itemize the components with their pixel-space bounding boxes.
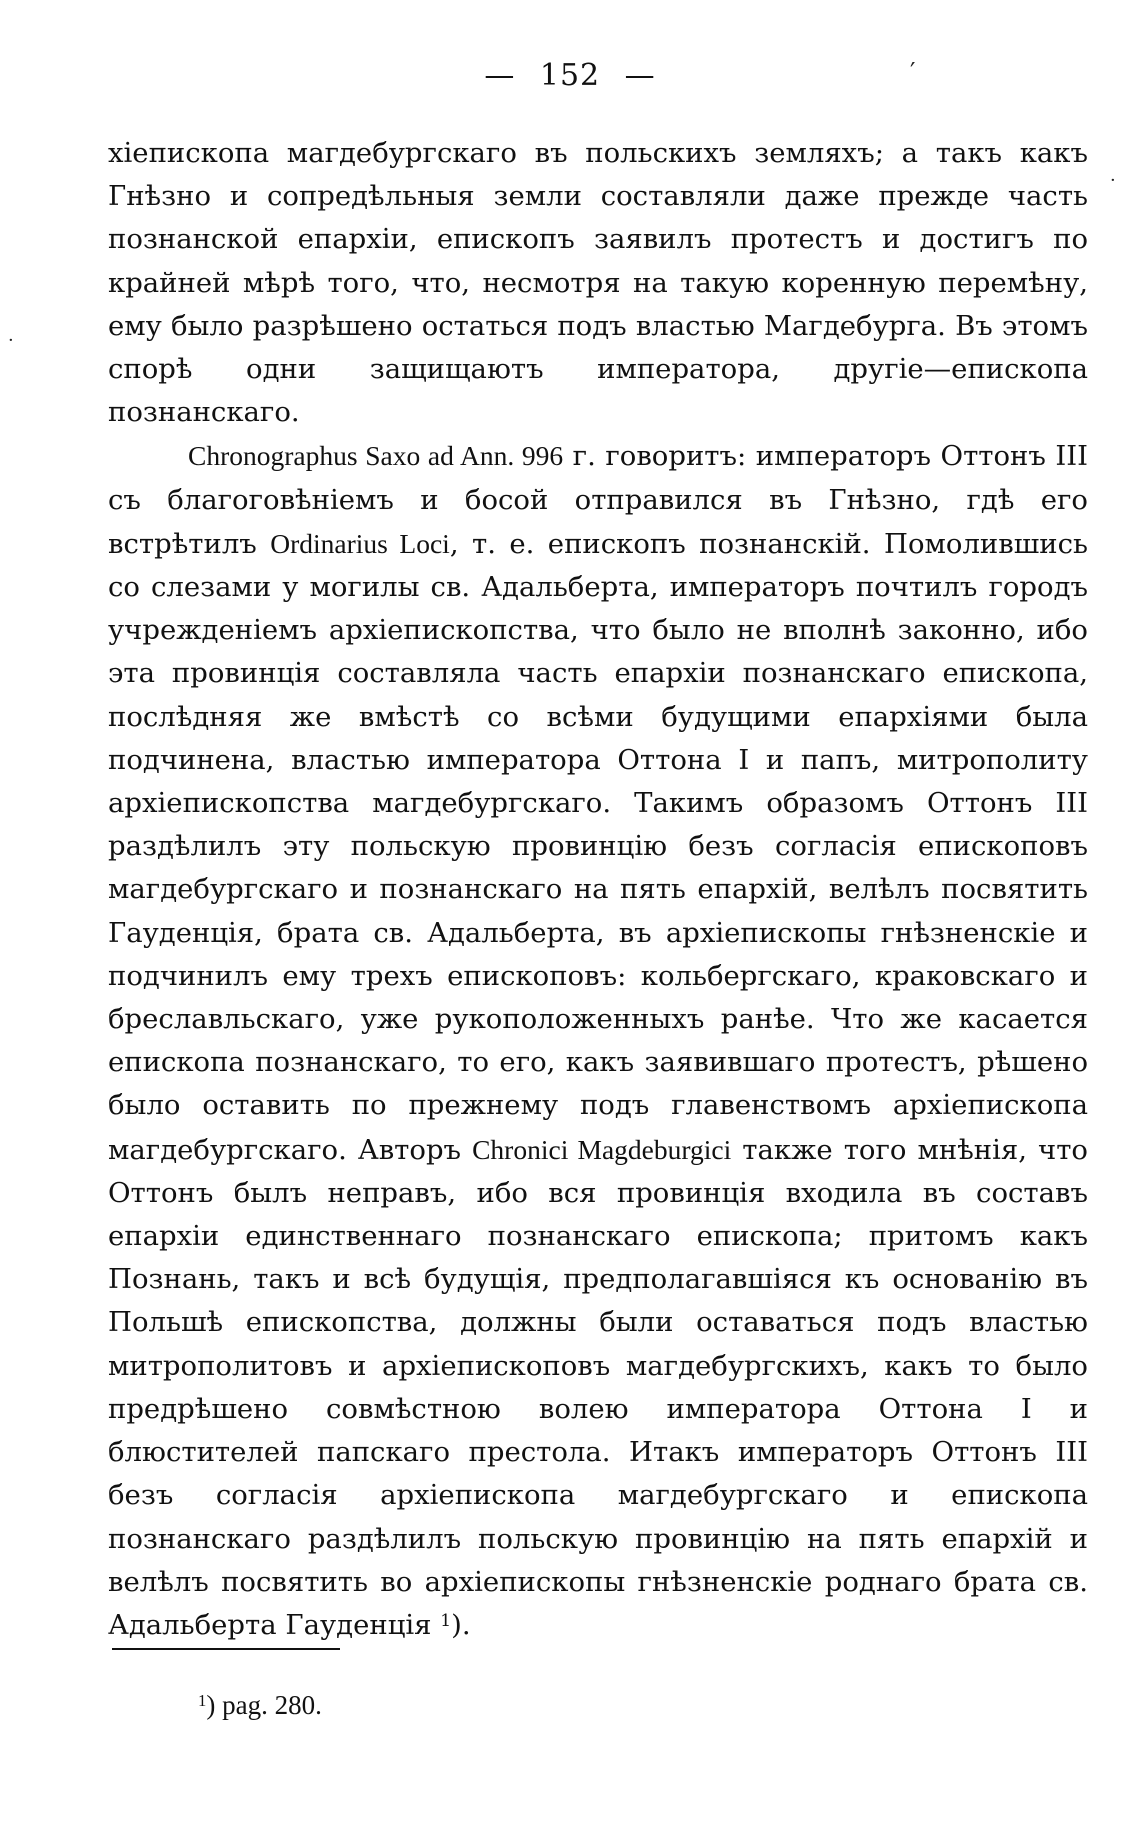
footnote-text: pag. 280.: [215, 1690, 322, 1720]
paragraph-2: [108, 434, 1088, 1647]
latin-source-chronici: Chronici Magdeburgici: [472, 1133, 732, 1165]
paragraph-1: хіепископа магдебургскаго въ польскихъ земляхъ; а такъ какъ Гнѣзно и сопредѣльныя земли составляли даже прежде часть познанской епархіи, епископъ заявилъ протестъ и достигъ по крайней мѣрѣ того, что, несмотря на такую коренную перемѣну, ему было разрѣшено остаться подъ властью Магдебурга. Въ этомъ спорѣ одни защищаютъ императора, другіе—епископа познанскаго.: [108, 137, 1088, 429]
page-header: [0, 58, 1140, 93]
paragraph-2-text-b: , т. е. епископъ познанскій. Помолившись со слезами у могилы св. Адальберта, императоръ почтилъ городъ учрежденіемъ архіепископства, что было не вполнѣ законно, ибо эта провинція составляла часть епархіи познанскаго епископа, послѣдняя же вмѣстѣ со всѣми будущими епархіями была подчинена, властью императора Оттона I и папъ, митрополиту архіепископства магдебургскаго. Такимъ образомъ Оттонъ III раздѣлилъ эту польскую провинцію безъ согласія епископовъ магдебургскаго и познанскаго на пять епархій, велѣлъ посвятить Гауденція, брата св. Адальберта, въ архіепископы гнѣзненскіе и подчинилъ ему трехъ епископовъ: кольбергскаго, краковскаго и бреславльскаго, уже рукоположенныхъ ранѣе. Что же касается епископа познанскаго, то его, какъ заявившаго протестъ, рѣшено было оставить по прежнему подъ главенствомъ архіепископа магдебургскаго. Авторъ: [108, 527, 1088, 1166]
margin-dot-left: ·: [8, 330, 14, 351]
footnote-divider: [112, 1648, 340, 1650]
header-dash-right: —: [624, 58, 656, 93]
paragraph-2-end: ).: [451, 1608, 471, 1641]
margin-dot-right: ·: [1110, 170, 1116, 191]
header-dash-left: —: [484, 58, 516, 93]
footnote-reference: 1: [440, 1611, 452, 1632]
page-number: 152: [539, 58, 601, 93]
paragraph-2-text-a: г. говоритъ: императоръ Оттонъ III съ благоговѣніемъ и босой отправился въ Гнѣзно, гдѣ его встрѣтилъ: [108, 440, 1088, 560]
body-text: [108, 132, 1088, 1647]
paragraph-2-text-c: также того мнѣнія, что Оттонъ былъ неправъ, ибо вся провинція входила въ составъ епархіи единственнаго познанскаго епископа; притомъ какъ Познань, такъ и всѣ будущія, предполагавшіяся къ основанію въ Польшѣ епископства, должны были оставаться подъ властью митрополитовъ и архіепископовъ магдебургскихъ, какъ то было предрѣшено совмѣстною волею императора Оттона I и блюстителей папскаго престола. Итакъ императоръ Оттонъ III безъ согласія архіепископа магдебургскаго и епископа познанскаго раздѣлилъ польскую провинцію на пять епархій и велѣлъ посвятить во архіепископы гнѣзненскіе роднаго брата св. Адальберта Гауденція: [108, 1133, 1088, 1641]
corner-tick-mark: ′: [910, 58, 916, 86]
footnote: [198, 1690, 322, 1721]
footnote-marker: 1: [198, 1691, 207, 1711]
latin-source-chronographus: Chronographus Saxo ad Ann. 996: [188, 440, 564, 472]
latin-term-ordinarius: Ordinarius Loci: [270, 527, 450, 559]
footnote-marker-close: ): [206, 1690, 216, 1720]
